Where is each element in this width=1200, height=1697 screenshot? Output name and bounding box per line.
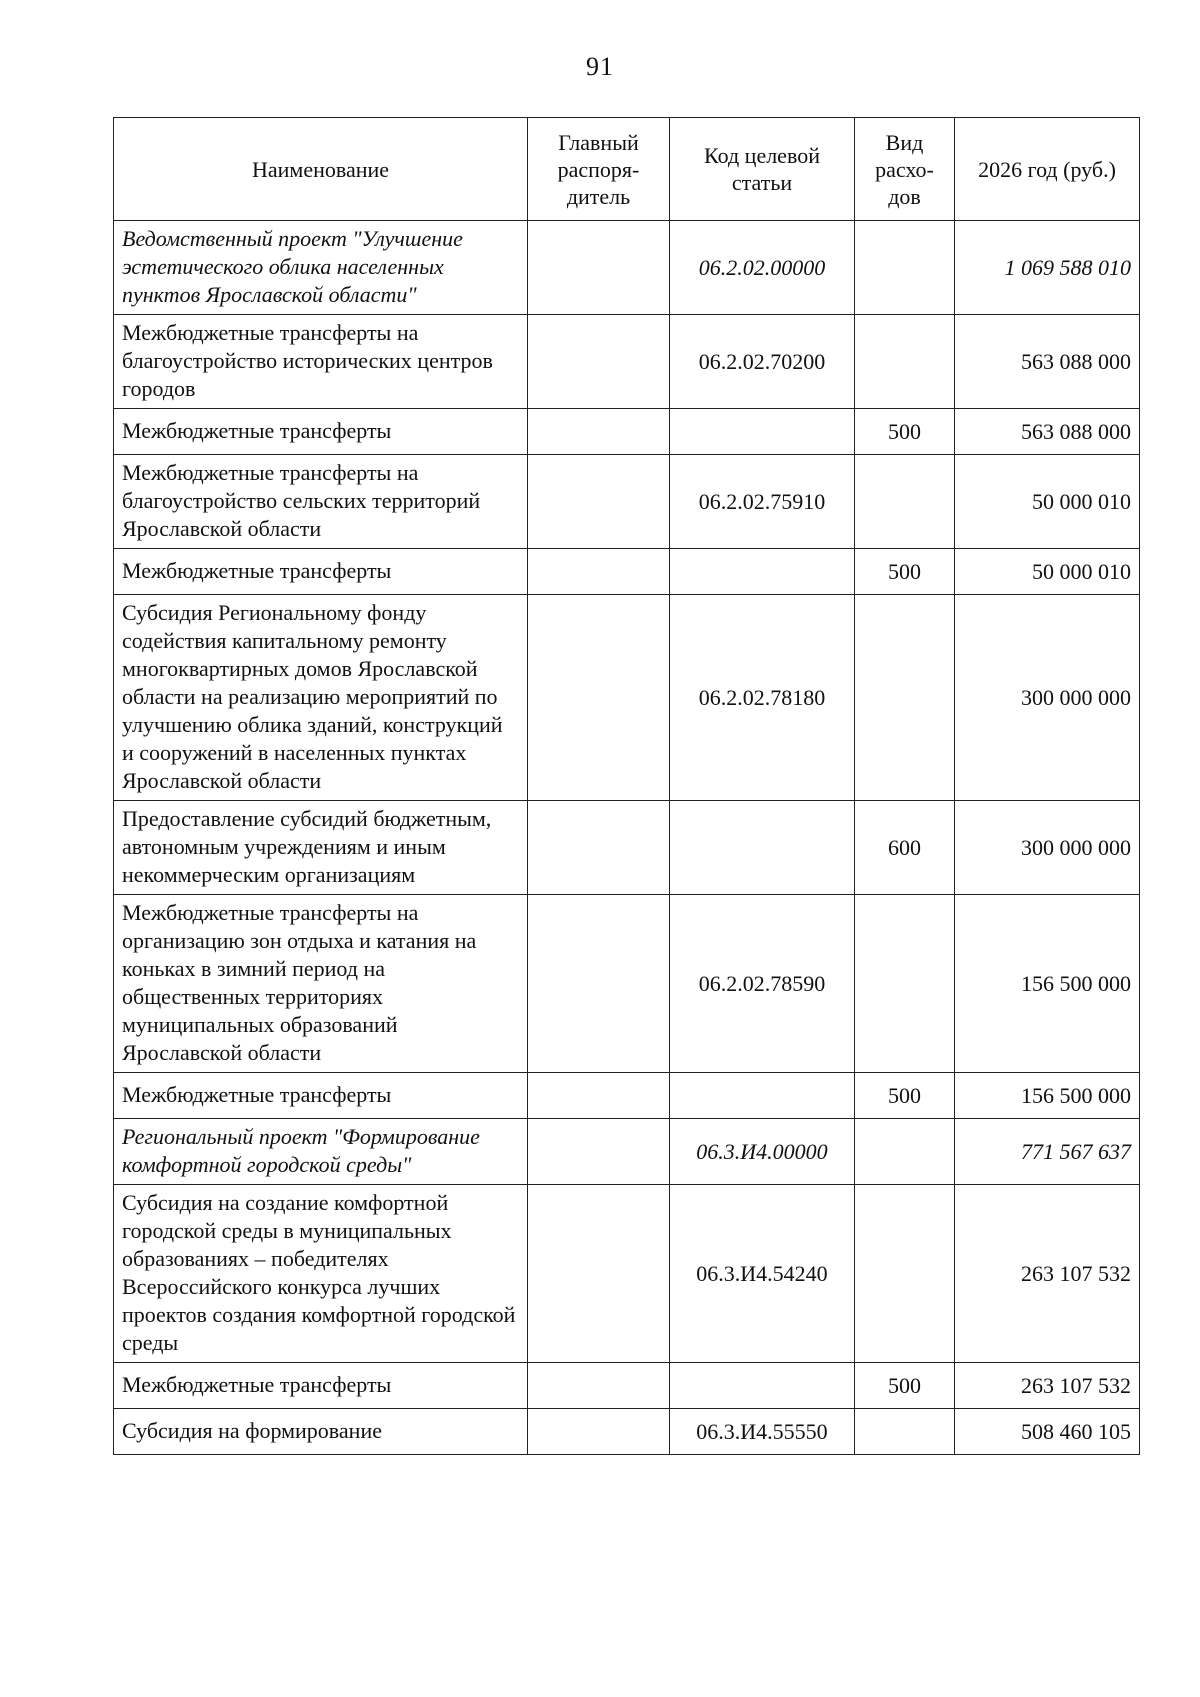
row-name: Межбюджетные трансферты xyxy=(114,1363,528,1409)
row-kind xyxy=(855,1185,955,1363)
row-amount: 563 088 000 xyxy=(955,409,1140,455)
row-amount: 50 000 010 xyxy=(955,455,1140,549)
row-name: Межбюджетные трансферты xyxy=(114,1073,528,1119)
row-manager xyxy=(528,1119,670,1185)
row-amount: 300 000 000 xyxy=(955,595,1140,801)
row-name: Субсидия на формирование xyxy=(114,1409,528,1455)
row-kind: 500 xyxy=(855,1073,955,1119)
row-code: 06.2.02.78180 xyxy=(670,595,855,801)
row-amount: 263 107 532 xyxy=(955,1363,1140,1409)
budget-table xyxy=(113,117,1140,1455)
row-kind xyxy=(855,895,955,1073)
table-row xyxy=(114,1073,1140,1119)
row-manager xyxy=(528,1363,670,1409)
row-code: 06.2.02.75910 xyxy=(670,455,855,549)
table-row xyxy=(114,549,1140,595)
row-code: 06.3.И4.00000 xyxy=(670,1119,855,1185)
row-amount: 300 000 000 xyxy=(955,801,1140,895)
row-kind xyxy=(855,595,955,801)
page-number: 91 xyxy=(586,52,614,81)
row-amount: 50 000 010 xyxy=(955,549,1140,595)
row-kind xyxy=(855,1409,955,1455)
row-code: 06.3.И4.54240 xyxy=(670,1185,855,1363)
row-manager xyxy=(528,1185,670,1363)
row-kind xyxy=(855,221,955,315)
row-amount: 508 460 105 xyxy=(955,1409,1140,1455)
row-amount: 156 500 000 xyxy=(955,1073,1140,1119)
row-name: Ведомственный проект "Улучшение эстетического облика населенных пунктов Ярославской области" xyxy=(114,221,528,315)
row-code xyxy=(670,1363,855,1409)
row-name: Региональный проект "Формирование комфортной городской среды" xyxy=(114,1119,528,1185)
row-manager xyxy=(528,801,670,895)
table-row xyxy=(114,315,1140,409)
header-kind: Вид расхо-дов xyxy=(855,118,955,221)
table-row xyxy=(114,895,1140,1073)
header-amount: 2026 год (руб.) xyxy=(955,118,1140,221)
row-manager xyxy=(528,549,670,595)
table-row xyxy=(114,801,1140,895)
row-manager xyxy=(528,895,670,1073)
row-amount: 771 567 637 xyxy=(955,1119,1140,1185)
table-row xyxy=(114,455,1140,549)
table-row xyxy=(114,595,1140,801)
row-code: 06.2.02.70200 xyxy=(670,315,855,409)
row-name: Межбюджетные трансферты xyxy=(114,549,528,595)
row-manager xyxy=(528,455,670,549)
header-name: Наименование xyxy=(114,118,528,221)
row-name: Межбюджетные трансферты на благоустройство исторических центров городов xyxy=(114,315,528,409)
table-row xyxy=(114,1185,1140,1363)
table-row xyxy=(114,221,1140,315)
row-manager xyxy=(528,1073,670,1119)
row-manager xyxy=(528,315,670,409)
row-amount: 263 107 532 xyxy=(955,1185,1140,1363)
row-code xyxy=(670,549,855,595)
row-amount: 1 069 588 010 xyxy=(955,221,1140,315)
row-name: Межбюджетные трансферты на благоустройство сельских территорий Ярославской области xyxy=(114,455,528,549)
row-code xyxy=(670,1073,855,1119)
table-row xyxy=(114,1363,1140,1409)
row-code xyxy=(670,801,855,895)
row-kind xyxy=(855,315,955,409)
row-code xyxy=(670,409,855,455)
table-row xyxy=(114,409,1140,455)
row-manager xyxy=(528,221,670,315)
table-header-row xyxy=(114,118,1140,221)
row-name: Субсидия на создание комфортной городской среды в муниципальных образованиях – победителях Всероссийского конкурса лучших проектов создания комфортной городской среды xyxy=(114,1185,528,1363)
row-code: 06.2.02.78590 xyxy=(670,895,855,1073)
row-amount: 156 500 000 xyxy=(955,895,1140,1073)
row-name: Субсидия Региональному фонду содействия капитальному ремонту многоквартирных домов Ярославской области на реализацию мероприятий по улучшению облика зданий, конструкций и сооружений в населенных пунктах Ярославской области xyxy=(114,595,528,801)
row-kind xyxy=(855,1119,955,1185)
row-amount: 563 088 000 xyxy=(955,315,1140,409)
header-manager: Главный распоря-дитель xyxy=(528,118,670,221)
row-name: Предоставление субсидий бюджетным, автономным учреждениям и иным некоммерческим организациям xyxy=(114,801,528,895)
table-row xyxy=(114,1119,1140,1185)
row-kind: 500 xyxy=(855,409,955,455)
row-kind: 500 xyxy=(855,549,955,595)
row-kind: 500 xyxy=(855,1363,955,1409)
row-name: Межбюджетные трансферты на организацию зон отдыха и катания на коньках в зимний период на общественных территориях муниципальных образований Ярославской области xyxy=(114,895,528,1073)
row-kind: 600 xyxy=(855,801,955,895)
table-row xyxy=(114,1409,1140,1455)
row-name: Межбюджетные трансферты xyxy=(114,409,528,455)
row-code: 06.2.02.00000 xyxy=(670,221,855,315)
header-code: Код целевой статьи xyxy=(670,118,855,221)
row-manager xyxy=(528,409,670,455)
row-manager xyxy=(528,595,670,801)
row-kind xyxy=(855,455,955,549)
row-manager xyxy=(528,1409,670,1455)
row-code: 06.3.И4.55550 xyxy=(670,1409,855,1455)
